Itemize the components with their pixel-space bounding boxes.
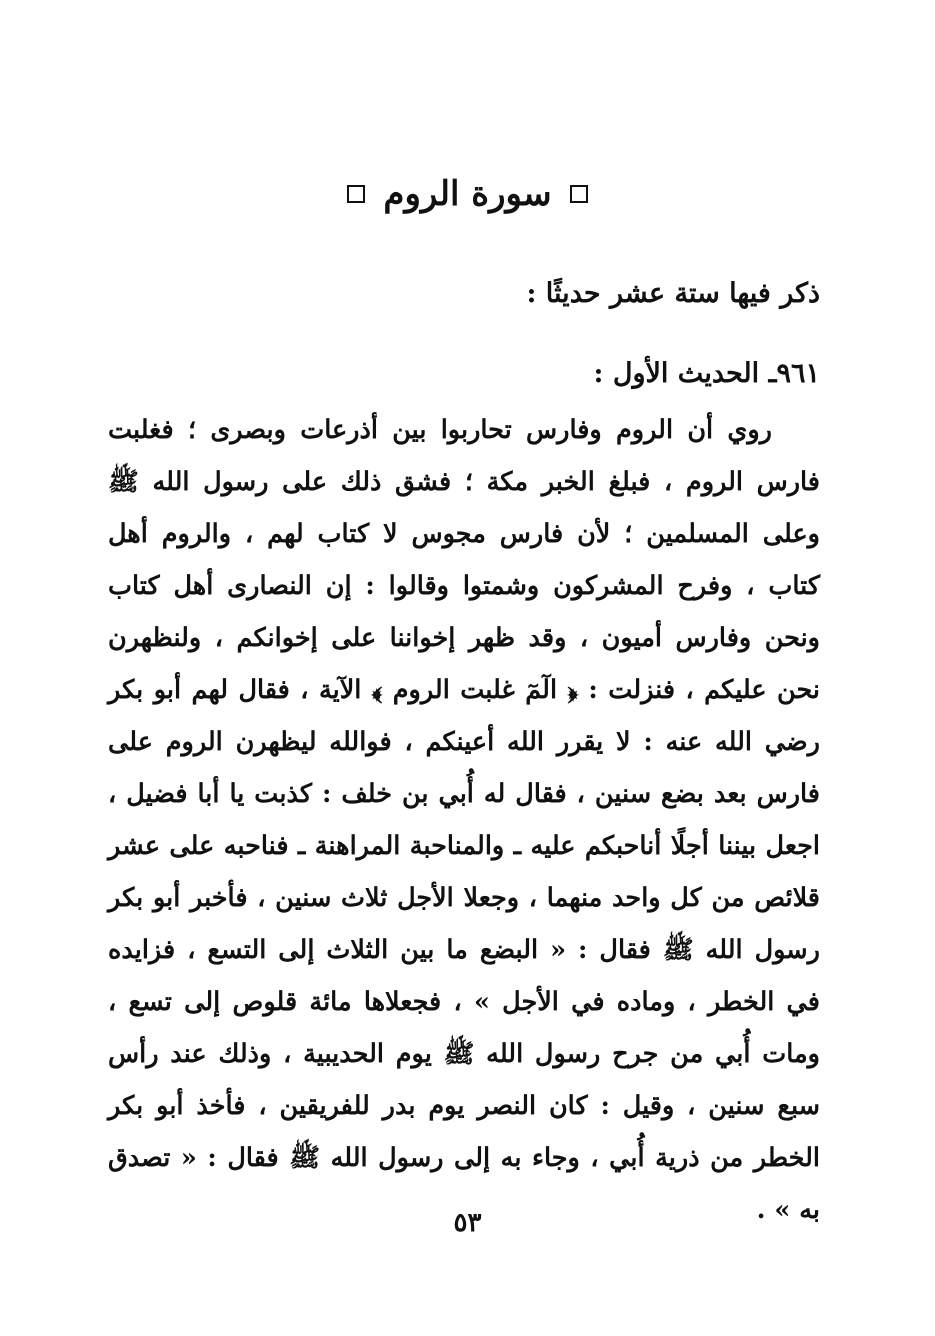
- page-number: ٥٣: [453, 1208, 482, 1238]
- hadith-heading: ٩٦١ـ الحديث الأول :: [593, 358, 820, 389]
- hadith-body: [108, 404, 820, 1236]
- title-box-ornament-left: [347, 185, 365, 203]
- intro-line: ذكر فيها ستة عشر حديثًا :: [526, 278, 820, 309]
- surah-title-row: [0, 166, 935, 222]
- surah-title: سورة الروم: [383, 174, 552, 214]
- title-box-ornament-right: [570, 185, 588, 203]
- hadith-paragraph: روي أن الروم وفارس تحاربوا بين أذرعات وبصرى ؛ فغلبت فارس الروم ، فبلغ الخبر مكة ؛ فشق ذلك على رسول الله ﷺ وعلى المسلمين ؛ لأن فارس مجوس لا كتاب لهم ، والروم أهل كتاب ، وفرح المشركون وشمتوا وقالوا : إن النصارى أهل كتاب ونحن وفارس أميون ، وقد ظهر إخواننا على إخوانكم ، ولنظهرن نحن عليكم ، فنزلت : ﴿ الٓمٓ غلبت الروم ﴾ الآية ، فقال لهم أبو بكر رضي الله عنه : لا يقرر الله أعينكم ، فوالله ليظهرن الروم على فارس بعد بضع سنين ، فقال له أُبي بن خلف : كذبت يا أبا فضيل ، اجعل بيننا أجلًا أناحبكم عليه ـ والمناحبة المراهنة ـ فناحبه على عشر قلائص من كل واحد منهما ، وجعلا الأجل ثلاث سنين ، فأخبر أبو بكر رسول الله ﷺ فقال : « البضع ما بين الثلاث إلى التسع ، فزايده في الخطر ، وماده في الأجل » ، فجعلاها مائة قلوص إلى تسع ، ومات أُبي من جرح رسول الله ﷺ يوم الحديبية ، وذلك عند رأس سبع سنين ، وقيل : كان النصر يوم بدر للفريقين ، فأخذ أبو بكر الخطر من ذرية أُبي ، وجاء به إلى رسول الله ﷺ فقال : « تصدق به » .: [108, 415, 820, 1225]
